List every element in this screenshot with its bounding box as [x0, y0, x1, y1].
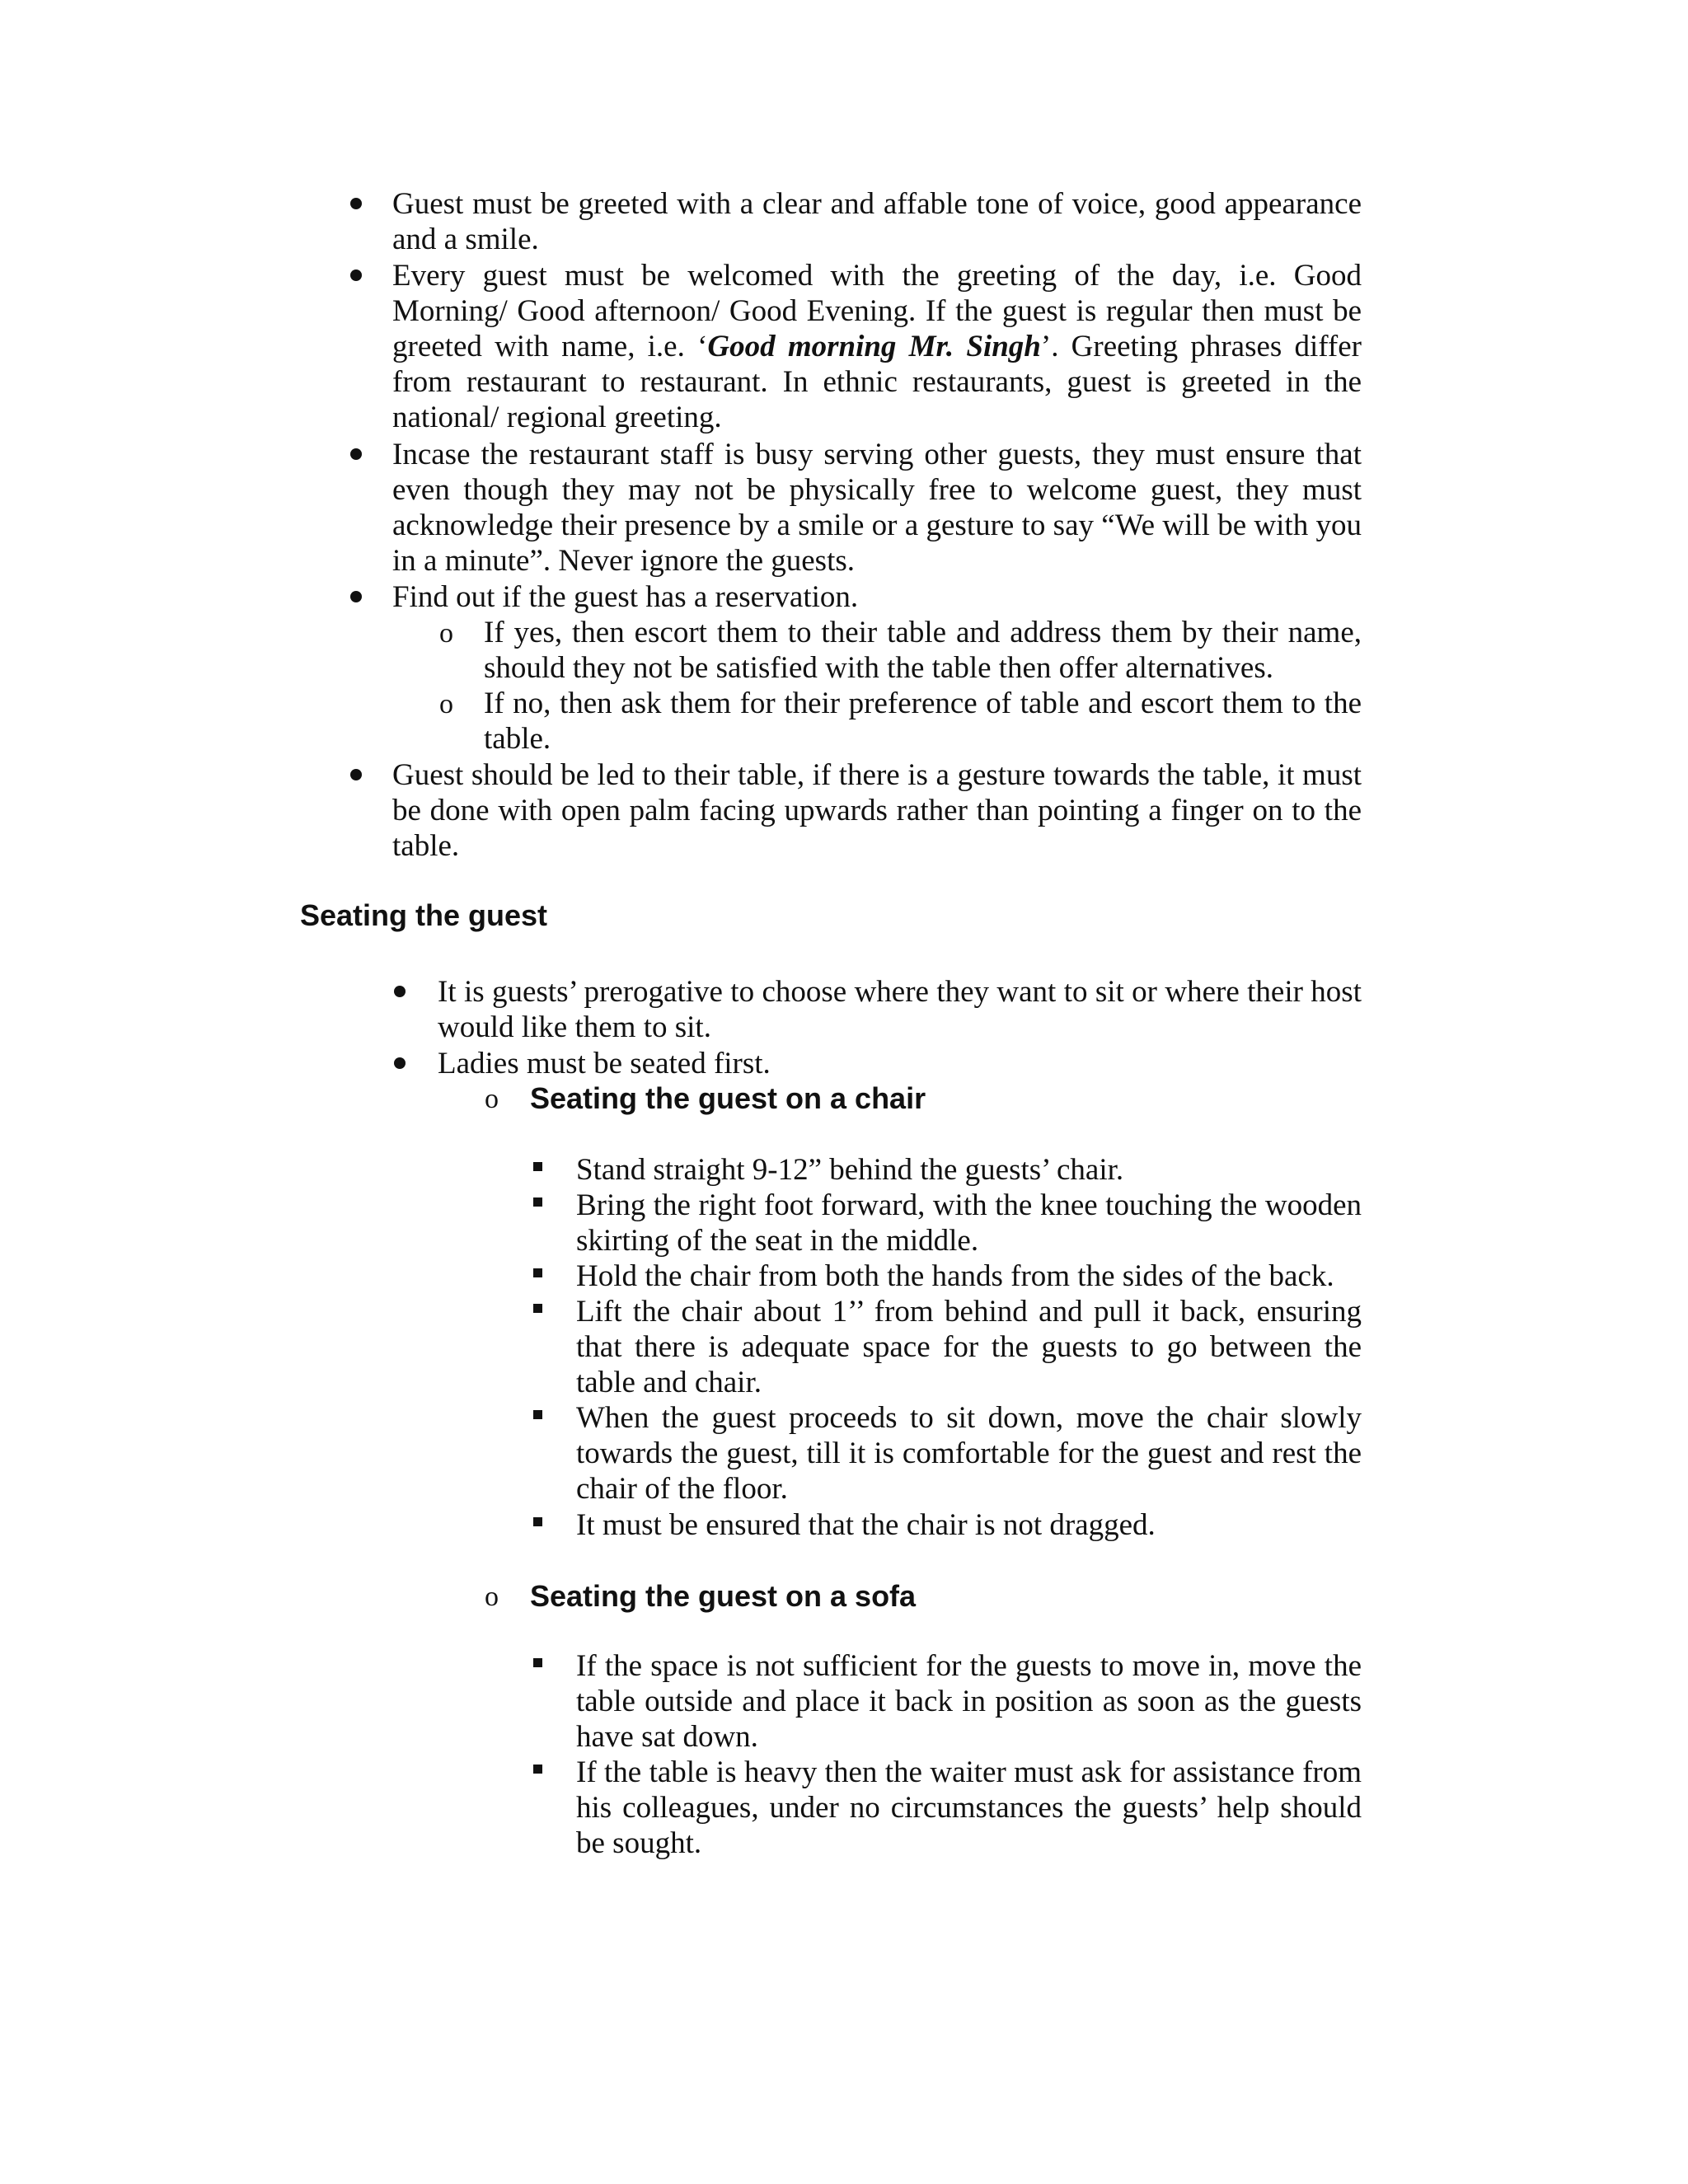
- square-bullet-icon: [533, 1410, 542, 1419]
- square-bullet-icon: [533, 1304, 542, 1313]
- bullet-disc-icon: [350, 591, 362, 602]
- square-bullet-icon: [533, 1765, 542, 1774]
- intro-bullet-3: Incase the restaurant staff is busy serving other guests, they must ensure that even though they may not be physically free to welcome guest, they must acknowledge their presence by a smile or a gesture to say “We will be with you in a minute”. Never ignore the guests.: [392, 438, 1362, 578]
- square-bullet-icon: [533, 1268, 542, 1277]
- chair-step: Hold the chair from both the hands from the sides of the back.: [576, 1259, 1334, 1293]
- circle-bullet-icon: o: [439, 689, 453, 719]
- square-bullet-icon: [533, 1162, 542, 1171]
- section-bullet-2: Ladies must be seated first.: [438, 1047, 771, 1080]
- intro-bullet-4: Find out if the guest has a reservation.: [392, 580, 859, 614]
- greeting-example: Good morning Mr. Singh: [707, 330, 1041, 363]
- greeting-text-end: ’. Greeting phrases differ from restaurant to restaurant. In ethnic restaurants, guest is greeted in the national/ regional greeting.: [392, 330, 1362, 434]
- sofa-step: If the table is heavy then the waiter must ask for assistance from his colleagues, under no circumstances the guests’ help should be sought.: [576, 1755, 1362, 1860]
- circle-bullet-icon: o: [439, 618, 453, 649]
- circle-bullet-icon: o: [485, 1084, 499, 1114]
- square-bullet-icon: [533, 1517, 542, 1526]
- intro-bullet-2: [392, 258, 1362, 435]
- section-bullet-1: It is guests’ prerogative to choose where they want to sit or where their host would like them to sit.: [438, 975, 1362, 1044]
- chair-step: When the guest proceeds to sit down, move the chair slowly towards the guest, till it is comfortable for the guest and rest the chair of the floor.: [576, 1401, 1362, 1506]
- intro-bullet-5: Guest should be led to their table, if there is a gesture towards the table, it must be done with open palm facing upwards rather than pointing a finger on to the table.: [392, 758, 1362, 863]
- square-bullet-icon: [533, 1197, 542, 1207]
- sofa-step: If the space is not sufficient for the guests to move in, move the table outside and place it back in position as soon as the guests have sat down.: [576, 1649, 1362, 1754]
- chair-step: Lift the chair about 1’’ from behind and pull it back, ensuring that there is adequate space for the guests to go between the table and chair.: [576, 1295, 1362, 1399]
- square-bullet-icon: [533, 1658, 542, 1667]
- bullet-disc-icon: [350, 269, 362, 281]
- bullet-disc-icon: [394, 1057, 406, 1069]
- bullet-disc-icon: [350, 198, 362, 209]
- sofa-subheading: Seating the guest on a sofa: [530, 1579, 917, 1613]
- reservation-option-no: If no, then ask them for their preference of table and escort them to the table.: [484, 687, 1362, 756]
- section-heading: Seating the guest: [300, 898, 548, 932]
- greeting-text-start: Every guest must be welcomed with the greeting of the day, i.e. Good Morning/ Good afternoon/ Good Evening. If the guest is regular then must be greeted with name, i.e. ‘: [392, 259, 1362, 363]
- bullet-disc-icon: [350, 448, 362, 460]
- chair-step: Bring the right foot forward, with the knee touching the wooden skirting of the seat in the middle.: [576, 1188, 1362, 1258]
- chair-step: It must be ensured that the chair is not dragged.: [576, 1508, 1156, 1542]
- circle-bullet-icon: o: [485, 1582, 499, 1612]
- bullet-disc-icon: [394, 986, 406, 997]
- intro-bullet-1: Guest must be greeted with a clear and affable tone of voice, good appearance and a smile.: [392, 187, 1362, 256]
- bullet-disc-icon: [350, 769, 362, 780]
- chair-subheading: Seating the guest on a chair: [530, 1081, 926, 1115]
- chair-step: Stand straight 9-12” behind the guests’ chair.: [576, 1153, 1124, 1187]
- reservation-option-yes: If yes, then escort them to their table and address them by their name, should they not be satisfied with the table then offer alternatives.: [484, 616, 1362, 685]
